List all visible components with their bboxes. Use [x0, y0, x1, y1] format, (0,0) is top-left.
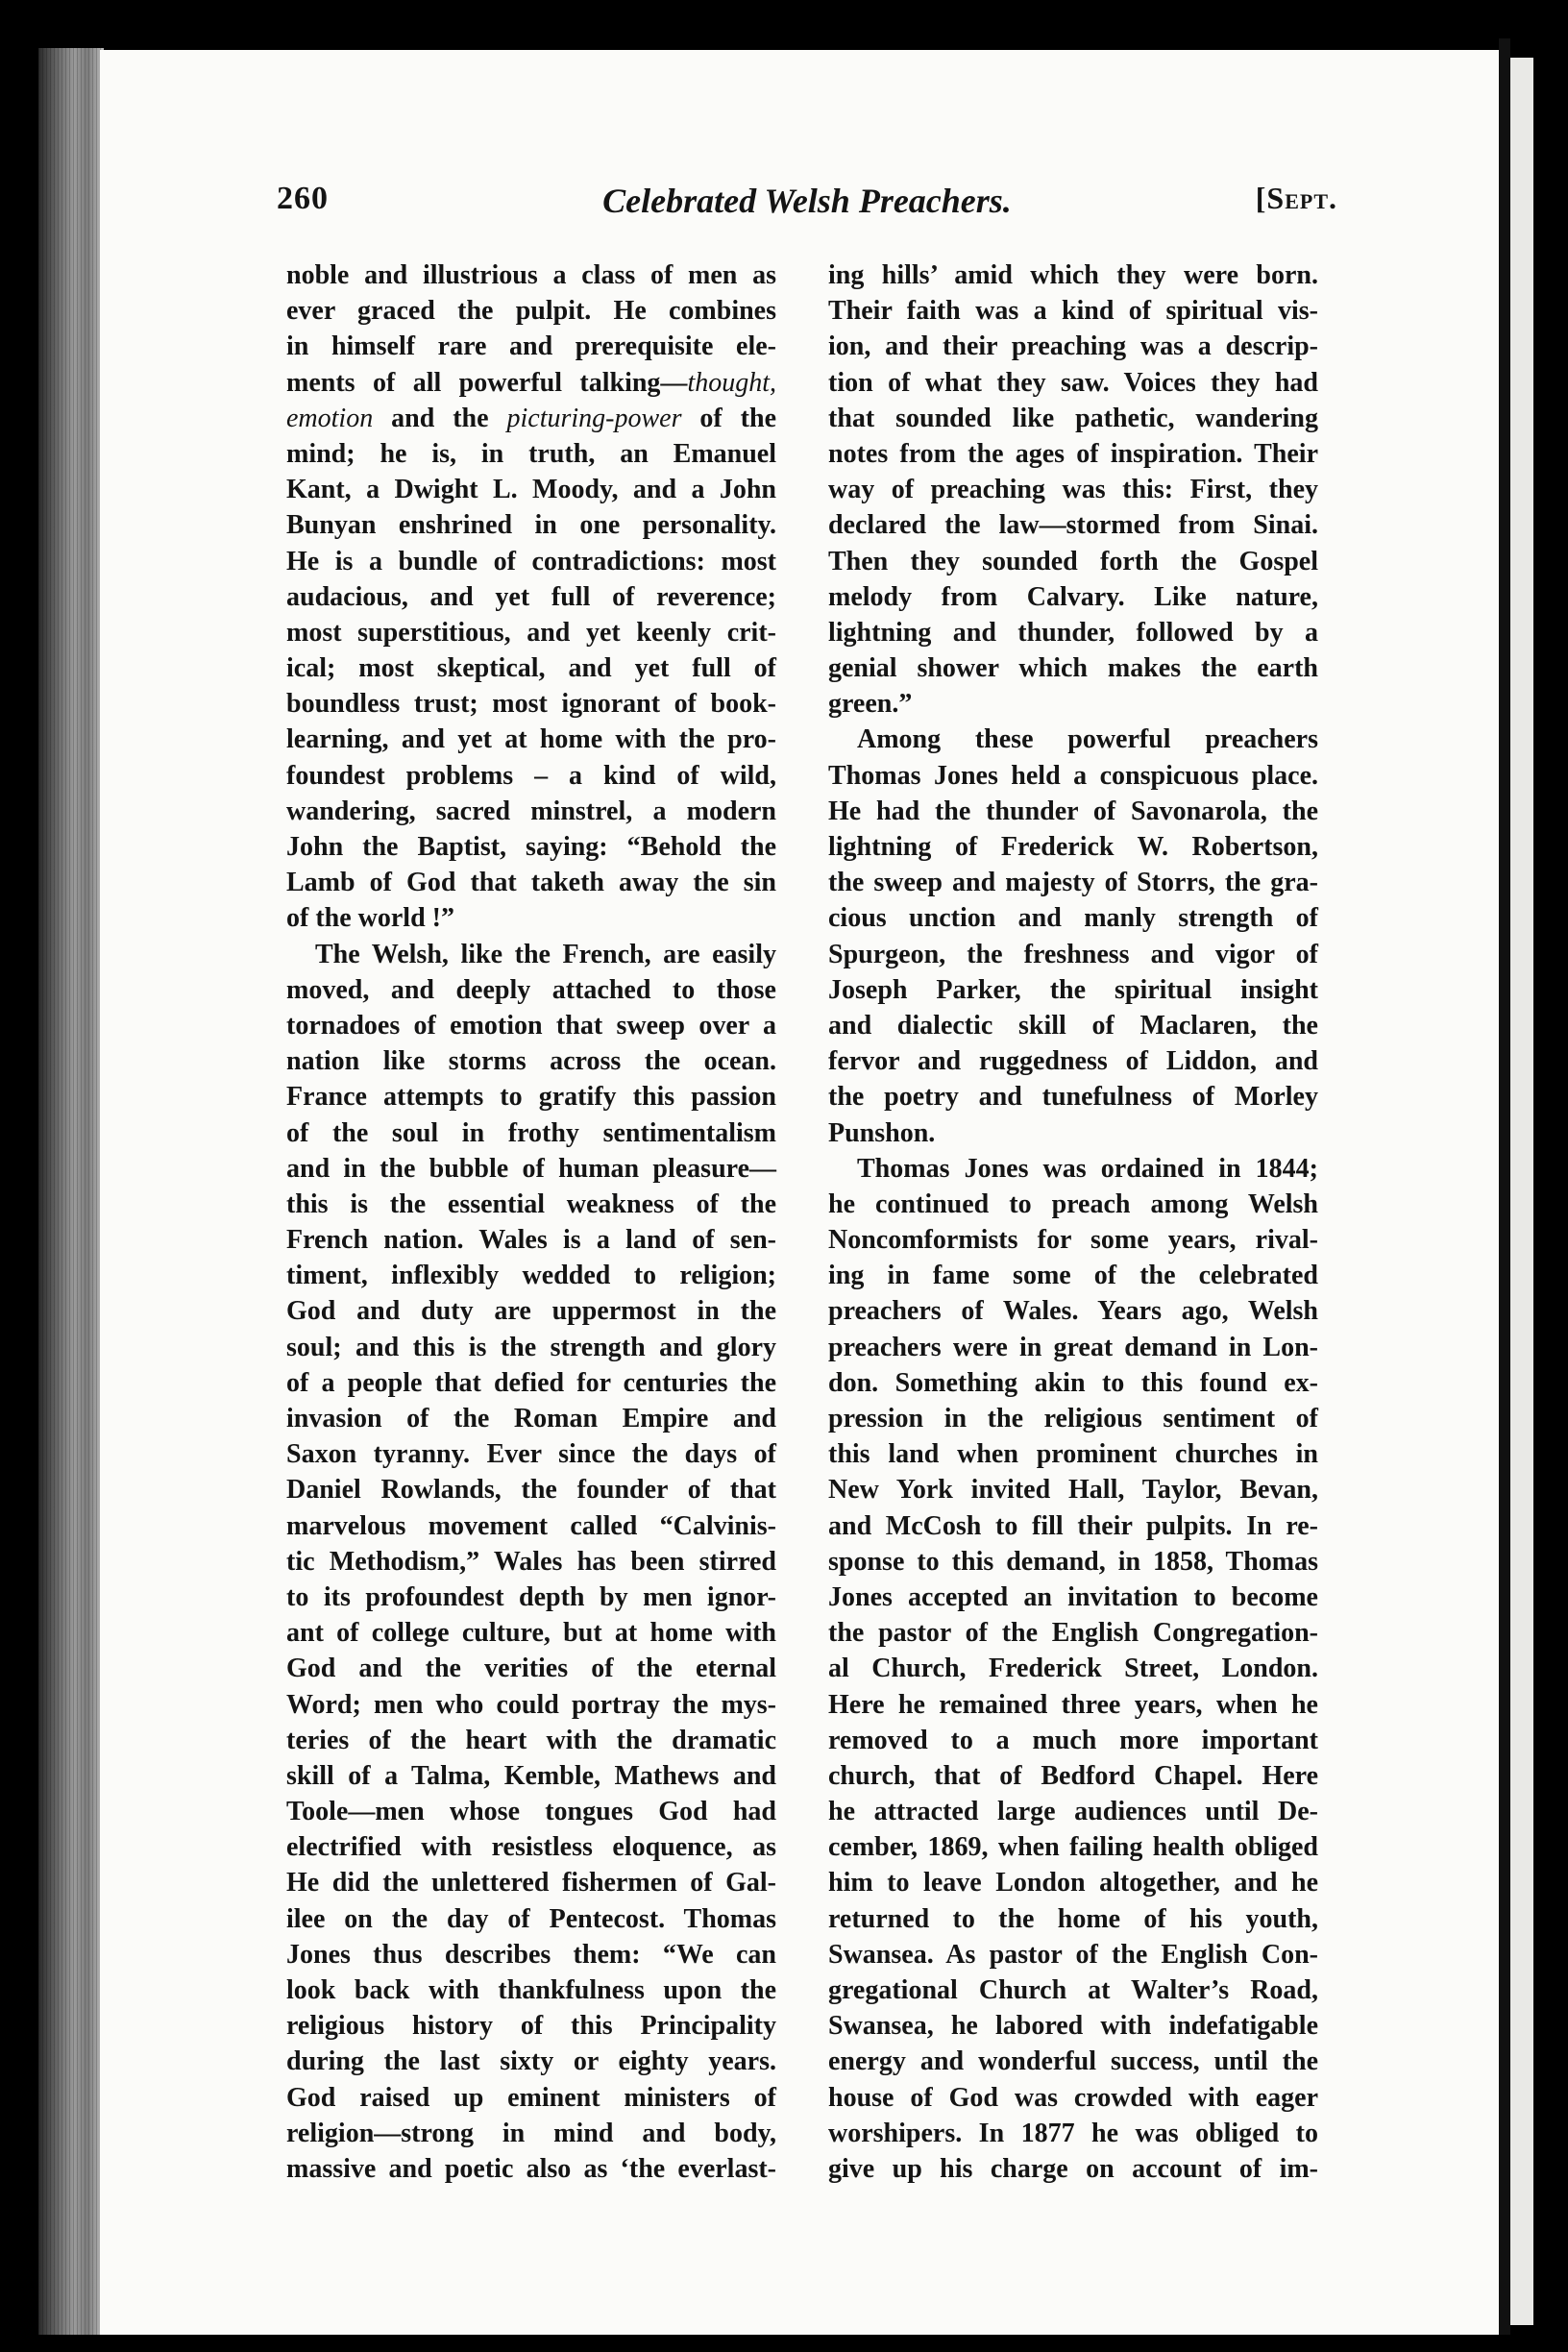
text-line	[286, 1079, 776, 1115]
text-line	[828, 2008, 1318, 2044]
line-text: religious history of this Principality	[286, 2011, 776, 2042]
line-text: most superstitious, and yet keenly crit-	[286, 617, 776, 648]
line-text: Noncomformists for some years, rival-	[828, 1225, 1318, 1256]
text-line	[286, 1258, 776, 1293]
line-text: and McCosh to fill their pulpits. In re-	[828, 1510, 1318, 1541]
text-line	[286, 1758, 776, 1794]
text-line	[828, 722, 1318, 757]
line-text: Jones accepted an invitation to become	[828, 1581, 1318, 1612]
line-text: ilee on the day of Pentecost. Thomas	[286, 1903, 776, 1934]
line-text: marvelous movement called “Calvinis-	[286, 1510, 776, 1541]
line-text: house of God was crowded with eager	[828, 2082, 1318, 2113]
line-text: of the soul in frothy sentimentalism	[286, 1117, 776, 1148]
text-line	[286, 1472, 776, 1507]
text-line	[286, 972, 776, 1008]
line-text: The Welsh, like the French, are easily	[315, 939, 776, 969]
text-line	[286, 758, 776, 794]
line-text: Thomas Jones held a conspicuous place.	[828, 760, 1318, 791]
text-line	[286, 1008, 776, 1043]
next-page-sliver	[1510, 58, 1533, 2325]
line-text: preachers were in great demand in Lon-	[828, 1332, 1318, 1362]
line-text: melody from Calvary. Like nature,	[828, 581, 1318, 612]
line-text: tion of what they saw. Voices they had	[828, 367, 1318, 398]
text-line	[286, 2044, 776, 2079]
text-line	[828, 1258, 1318, 1293]
running-head	[277, 181, 1337, 227]
text-line	[828, 1615, 1318, 1651]
text-line	[828, 257, 1318, 293]
line-text: notes from the ages of inspiration. Their	[828, 438, 1318, 469]
line-text: audacious, and yet full of reverence;	[286, 581, 776, 612]
line-text: foundest problems – a kind of wild,	[286, 760, 776, 791]
line-text: the poetry and tunefulness of Morley	[828, 1082, 1318, 1113]
text-line	[828, 1972, 1318, 2008]
line-text: ing in fame some of the celebrated	[828, 1261, 1318, 1291]
text-line	[828, 794, 1318, 829]
text-line	[286, 579, 776, 615]
text-line	[286, 1151, 776, 1187]
line-text: ever graced the pulpit. He combines	[286, 296, 776, 327]
line-text: don. Something akin to this found ex-	[828, 1367, 1318, 1398]
line-text: ing hills’ amid which they were born.	[828, 260, 1318, 290]
line-text: preachers of Wales. Years ago, Welsh	[828, 1296, 1318, 1327]
right-gutter-shadow	[1499, 38, 1510, 2335]
line-text: noble and illustrious a class of men as	[286, 260, 776, 290]
text-line	[828, 1330, 1318, 1365]
text-line	[286, 1401, 776, 1436]
line-text: New York invited Hall, Taylor, Bevan,	[828, 1475, 1318, 1506]
line-text: Spurgeon, the freshness and vigor of	[828, 939, 1318, 969]
text-line	[286, 1723, 776, 1758]
text-line	[828, 2151, 1318, 2187]
line-text: moved, and deeply attached to those	[286, 974, 776, 1005]
text-line	[286, 2080, 776, 2116]
text-line	[286, 2151, 776, 2187]
line-text: this is the essential weakness of the	[286, 1188, 776, 1219]
text-line	[286, 401, 776, 436]
line-text: him to leave London altogether, and he	[828, 1868, 1318, 1899]
text-line	[286, 507, 776, 543]
text-line	[828, 615, 1318, 650]
line-text: France attempts to gratify this passion	[286, 1082, 776, 1113]
line-text: religion—strong in mind and body,	[286, 2118, 776, 2148]
line-text: the pastor of the English Congregation-	[828, 1618, 1318, 1649]
text-line	[828, 1365, 1318, 1401]
line-text: of the	[681, 403, 776, 433]
text-line	[828, 544, 1318, 579]
line-text: look back with thankfulness upon the	[286, 1975, 776, 2005]
line-text: boundless trust; most ignorant of book-	[286, 689, 776, 720]
line-text: tornadoes of emotion that sweep over a	[286, 1010, 776, 1041]
line-text: skill of a Talma, Kemble, Mathews and	[286, 1760, 776, 1791]
italic-word: thought,	[687, 367, 776, 398]
text-line	[828, 472, 1318, 507]
text-line	[828, 1401, 1318, 1436]
line-text: Saxon tyranny. Ever since the days of	[286, 1439, 776, 1470]
text-line	[286, 544, 776, 579]
text-line	[828, 900, 1318, 936]
line-text: and the	[373, 403, 507, 433]
line-text: He did the unlettered fishermen of Gal-	[286, 1868, 776, 1899]
italic-word: emotion	[286, 403, 374, 433]
line-text: God raised up eminent ministers of	[286, 2082, 776, 2113]
text-line	[286, 1508, 776, 1544]
text-line	[828, 293, 1318, 329]
text-line	[286, 1865, 776, 1900]
text-line	[828, 1115, 1318, 1151]
line-text: Here he remained three years, when he	[828, 1689, 1318, 1720]
line-text: pression in the religious sentiment of	[828, 1404, 1318, 1433]
line-text: he attracted large audiences until De-	[828, 1797, 1318, 1827]
line-text: Thomas Jones was ordained in 1844;	[857, 1153, 1318, 1184]
text-line	[286, 794, 776, 829]
line-text: timent, inflexibly wedded to religion;	[286, 1261, 776, 1291]
text-line	[828, 329, 1318, 364]
line-text: Kant, a Dwight L. Moody, and a John	[286, 475, 776, 505]
text-line	[828, 865, 1318, 900]
line-text: Jones thus describes them: “We can	[286, 1939, 776, 1970]
text-line	[828, 1687, 1318, 1723]
text-line	[828, 1651, 1318, 1686]
line-text: genial shower which makes the earth	[828, 653, 1318, 684]
line-text: the sweep and majesty of Storrs, the gra-	[828, 868, 1318, 898]
line-text: ion, and their preaching was a descrip-	[828, 331, 1318, 362]
text-line	[828, 365, 1318, 401]
line-text: he continued to preach among Welsh	[828, 1188, 1318, 1219]
line-text: that sounded like pathetic, wandering	[828, 403, 1318, 433]
text-line	[828, 1079, 1318, 1115]
line-text: massive and poetic also as ‘the everlast-	[286, 2153, 776, 2184]
text-line	[828, 1436, 1318, 1472]
text-line	[828, 829, 1318, 865]
text-line	[286, 1365, 776, 1401]
line-text: Among these powerful preachers	[857, 724, 1318, 755]
line-text: in himself rare and prerequisite ele-	[286, 331, 776, 362]
line-text: way of preaching was this: First, they	[828, 475, 1318, 505]
text-line	[828, 1544, 1318, 1580]
line-text: and dialectic skill of Maclaren, the	[828, 1010, 1318, 1041]
text-line	[286, 1829, 776, 1865]
line-text: cious unction and manly strength of	[828, 903, 1318, 934]
line-text: electrified with resistless eloquence, as	[286, 1832, 776, 1863]
line-text: God and the verities of the eternal	[286, 1654, 776, 1684]
text-line	[286, 900, 776, 936]
line-text: this land when prominent churches in	[828, 1439, 1318, 1470]
text-line	[828, 507, 1318, 543]
page-number: 260	[277, 181, 329, 216]
line-text: church, that of Bedford Chapel. Here	[828, 1760, 1318, 1791]
text-line	[286, 257, 776, 293]
line-text: mind; he is, in truth, an Emanuel	[286, 438, 776, 469]
line-text: Word; men who could portray the mys-	[286, 1689, 776, 1720]
text-line	[828, 1937, 1318, 1972]
text-line	[286, 1293, 776, 1329]
text-line	[286, 1187, 776, 1222]
text-line	[828, 1151, 1318, 1187]
text-line	[828, 436, 1318, 472]
text-line	[286, 865, 776, 900]
text-line	[828, 972, 1318, 1008]
running-title: Celebrated Welsh Preachers.	[602, 182, 1012, 220]
line-text: Their faith was a kind of spiritual vis-	[828, 296, 1318, 327]
text-line	[828, 579, 1318, 615]
line-text: of the world !”	[286, 903, 454, 934]
text-line	[286, 1580, 776, 1615]
line-text: soul; and this is the strength and glory	[286, 1332, 776, 1362]
text-line	[286, 1544, 776, 1580]
text-line	[828, 1723, 1318, 1758]
text-line	[286, 1972, 776, 2008]
text-line	[286, 722, 776, 757]
line-text: gregational Church at Walter’s Road,	[828, 1975, 1318, 2005]
line-text: He had the thunder of Savonarola, the	[828, 796, 1318, 826]
text-line	[828, 401, 1318, 436]
line-text: and in the bubble of human pleasure—	[286, 1153, 776, 1184]
text-line	[828, 758, 1318, 794]
line-text: Punshon.	[828, 1117, 936, 1148]
text-line	[828, 2044, 1318, 2079]
line-text: ical; most skeptical, and yet full of	[286, 653, 776, 684]
line-text: energy and wonderful success, until the	[828, 2046, 1318, 2077]
text-line	[286, 829, 776, 865]
text-line	[828, 937, 1318, 972]
text-line	[286, 1222, 776, 1258]
line-text: declared the law—stormed from Sinai.	[828, 510, 1318, 541]
line-text: invasion of the Roman Empire and	[286, 1404, 776, 1433]
line-text: teries of the heart with the dramatic	[286, 1725, 776, 1755]
line-text: green.”	[828, 689, 913, 720]
text-line	[286, 2008, 776, 2044]
line-text: ments of all powerful talking—	[286, 367, 688, 398]
text-line	[286, 2116, 776, 2151]
text-line	[286, 650, 776, 686]
text-line	[828, 1187, 1318, 1222]
line-text: cember, 1869, when failing health obliged	[828, 1832, 1318, 1863]
line-text: lightning and thunder, followed by a	[828, 617, 1318, 648]
line-text: removed to a much more important	[828, 1725, 1318, 1755]
text-line	[828, 1794, 1318, 1829]
line-text: learning, and yet at home with the pro-	[286, 724, 776, 755]
text-line	[828, 1758, 1318, 1794]
text-line	[828, 1008, 1318, 1043]
text-line	[286, 1651, 776, 1686]
line-text: Swansea. As pastor of the English Con-	[828, 1939, 1318, 1970]
line-text: sponse to this demand, in 1858, Thomas	[828, 1546, 1318, 1577]
line-text: Daniel Rowlands, the founder of that	[286, 1475, 776, 1506]
line-text: worshipers. In 1877 he was obliged to	[828, 2118, 1318, 2148]
text-line	[286, 1937, 776, 1972]
line-text: of a people that defied for centuries the	[286, 1367, 776, 1398]
text-column-left	[286, 257, 776, 2184]
line-text: He is a bundle of contradictions: most	[286, 546, 776, 576]
text-line	[286, 293, 776, 329]
line-text: nation like storms across the ocean.	[286, 1046, 776, 1077]
text-line	[286, 1687, 776, 1723]
text-line	[828, 1293, 1318, 1329]
line-text: returned to the home of his youth,	[828, 1903, 1318, 1934]
text-column-right	[828, 257, 1318, 2184]
text-line	[286, 1043, 776, 1079]
text-line	[286, 436, 776, 472]
text-line	[286, 615, 776, 650]
line-text: wandering, sacred minstrel, a modern	[286, 796, 776, 826]
text-line	[828, 2116, 1318, 2151]
text-line	[286, 472, 776, 507]
text-line	[286, 1436, 776, 1472]
line-text: lightning of Frederick W. Robertson,	[828, 832, 1318, 862]
text-line	[828, 1508, 1318, 1544]
line-text: Swansea, he labored with indefatigable	[828, 2011, 1318, 2042]
line-text: Lamb of God that taketh away the sin	[286, 868, 776, 898]
text-line	[828, 1901, 1318, 1937]
text-line	[828, 650, 1318, 686]
text-line	[828, 1829, 1318, 1865]
line-text: during the last sixty or eighty years.	[286, 2046, 776, 2077]
line-text: tic Methodism,” Wales has been stirred	[286, 1546, 776, 1577]
text-line	[828, 1865, 1318, 1900]
line-text: God and duty are uppermost in the	[286, 1296, 776, 1327]
text-line	[286, 686, 776, 722]
text-line	[286, 1615, 776, 1651]
text-line	[828, 1472, 1318, 1507]
running-month: [Sept.	[1255, 181, 1337, 215]
line-text: Bunyan enshrined in one personality.	[286, 510, 776, 541]
text-line	[286, 329, 776, 364]
italic-word: picturing-power	[506, 403, 682, 433]
text-line	[286, 937, 776, 972]
text-line	[828, 1580, 1318, 1615]
line-text: Joseph Parker, the spiritual insight	[828, 974, 1318, 1005]
text-line	[286, 365, 776, 401]
line-text: Toole—men whose tongues God had	[286, 1797, 776, 1827]
text-line	[286, 1115, 776, 1151]
text-line	[286, 1794, 776, 1829]
book-spine-page-edges	[38, 48, 104, 2335]
line-text: Then they sounded forth the Gospel	[828, 546, 1318, 576]
line-text: John the Baptist, saying: “Behold the	[286, 832, 776, 862]
line-text: French nation. Wales is a land of sen-	[286, 1225, 776, 1256]
line-text: ant of college culture, but at home with	[286, 1618, 776, 1649]
text-line	[828, 1222, 1318, 1258]
line-text: give up his charge on account of im-	[828, 2153, 1318, 2184]
text-line	[828, 1043, 1318, 1079]
text-line	[286, 1330, 776, 1365]
text-line	[286, 1901, 776, 1937]
line-text: fervor and ruggedness of Liddon, and	[828, 1046, 1318, 1077]
text-line	[828, 686, 1318, 722]
line-text: to its profoundest depth by men ignor-	[286, 1581, 776, 1612]
text-line	[828, 2080, 1318, 2116]
line-text: al Church, Frederick Street, London.	[828, 1654, 1318, 1684]
